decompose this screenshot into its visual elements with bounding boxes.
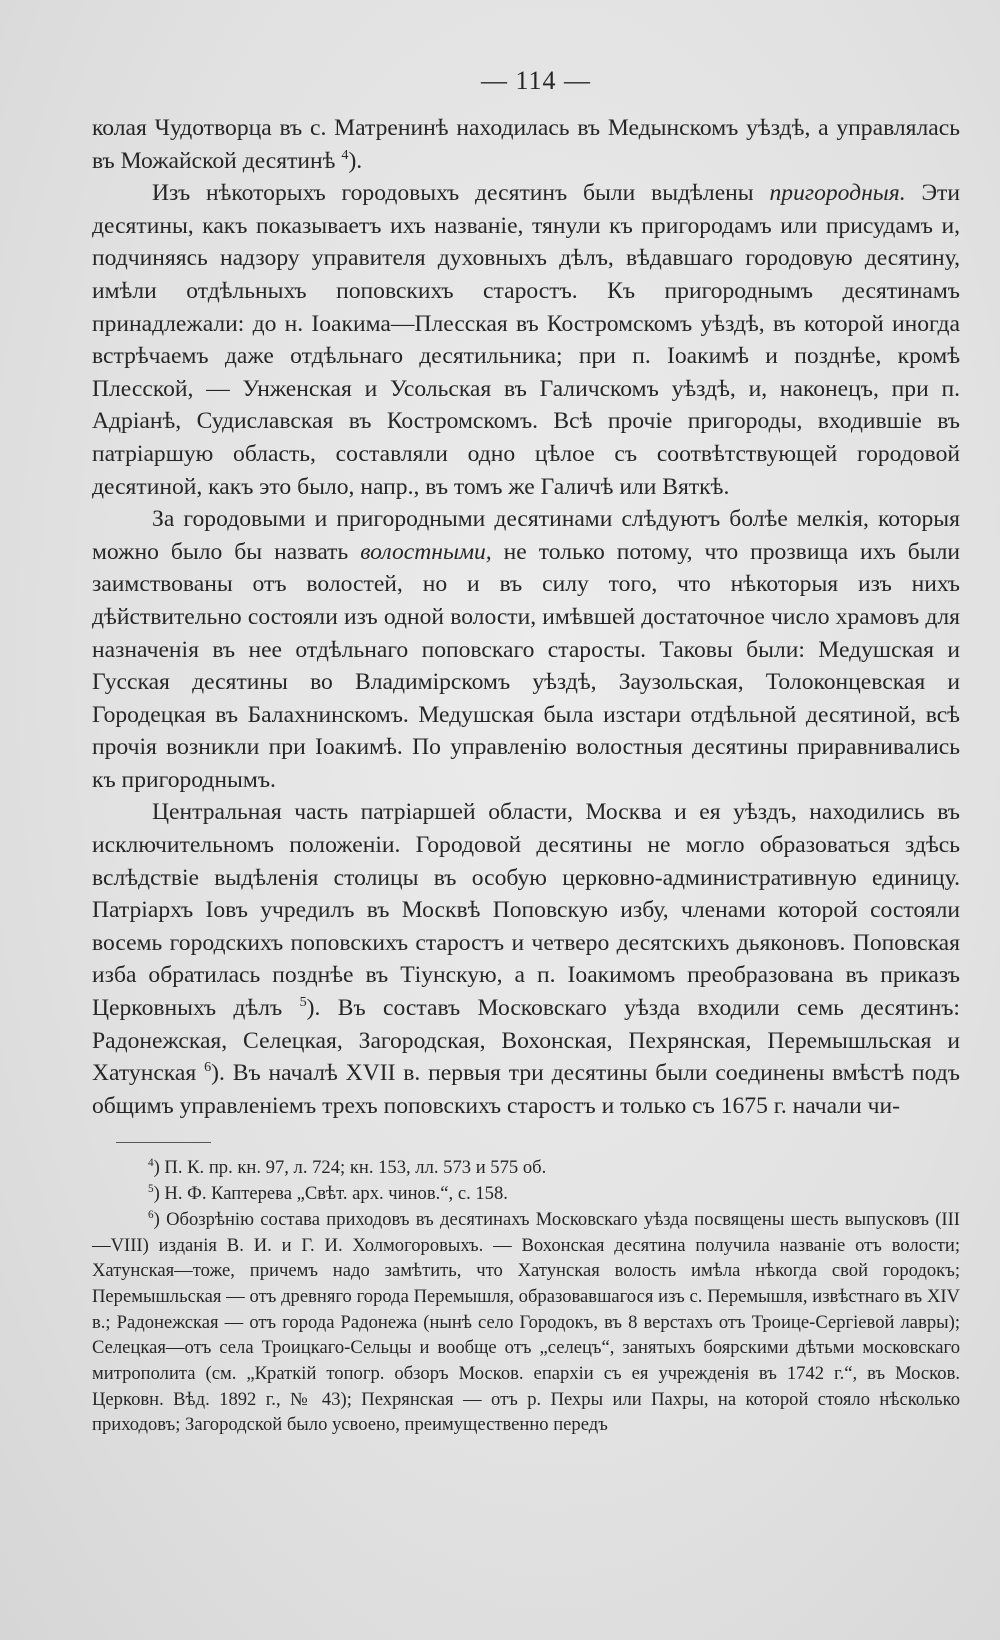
footnote-text: ) Н. Ф. Каптерева „Свѣт. арх. чинов.“, с. 158. <box>153 1183 508 1205</box>
footnote <box>92 1207 960 1438</box>
footnote-text: ) П. К. пр. кн. 97, л. 724; кн. 153, лл. 573 и 575 об. <box>153 1157 547 1179</box>
italic-term: волостными, <box>360 538 492 565</box>
footnote-reference: 4 <box>341 146 349 163</box>
footnotes <box>92 1155 960 1438</box>
text-run: Эти десятины, какъ показываетъ ихъ названіе, тянули къ пригородамъ или присудамъ и, подчиняясь надзору управителя духовныхъ дѣлъ, вѣдавшаго городовую десятину, имѣли отдѣльныхъ поповскихъ старостъ. Къ пригороднымъ десятинамъ принадлежали: до н. Іоакима—Плесская въ Костромскомъ уѣздѣ, въ которой иногда встрѣчаемъ даже отдѣльнаго десятильника; при п. Іоакимѣ и позднѣе, кромѣ Плесской, — Унженская и Усольская въ Галичскомъ уѣздѣ, и, наконецъ, при п. Адріанѣ, Судиславская въ Костромскомъ. Всѣ прочіе пригороды, входившіе въ патріаршую область, составляли одно цѣлое съ соотвѣтствующей городовой десятиной, какъ это было, напр., въ томъ же Галичѣ или Вяткѣ. <box>92 180 960 500</box>
text-run: колая Чудотворца въ с. Матренинѣ находилась въ Медынскомъ уѣздѣ, а управлялась въ Можайской десятинѣ <box>92 115 960 174</box>
footnote-mark: 4 <box>148 1157 154 1170</box>
page-number: — 114 — <box>480 66 592 95</box>
footnote-reference: 5 <box>299 994 307 1011</box>
footnote-reference: 6 <box>204 1059 212 1076</box>
main-text <box>92 112 960 1122</box>
text-run: ). <box>348 147 363 174</box>
paragraph <box>92 796 960 1122</box>
text-run: За городовыми и пригородными десятинами слѣдуютъ болѣе мелкія, которыя можно было бы назвать <box>92 506 960 565</box>
footnote-mark: 5 <box>148 1182 154 1195</box>
footnote-mark: 6 <box>148 1208 154 1221</box>
text-run: ). Въ началѣ XVII в. первыя три десятины были соединены вмѣстѣ подъ общимъ управленіемъ трехъ поповскихъ старостъ и только съ 1675 г. начали чи- <box>92 1060 960 1119</box>
footnote <box>92 1181 960 1207</box>
footnote-separator <box>116 1142 211 1143</box>
paragraph <box>92 112 960 177</box>
footnote-text: ) Обозрѣнію состава приходовъ въ десятинахъ Московскаго уѣзда посвящены шесть выпусковъ (III—VIII) изданія В. И. и Г. И. Холмогоровыхъ. — Вохонская десятина получила названіе отъ волости; Хатунская—тоже, причемъ надо замѣтить, что Хатунская волость имѣла нѣкогда свой городокъ; Перемышльская — отъ древняго города Перемышля, образовавшагося изъ с. Перемышля, извѣстнаго въ XIV в.; Радонежская — отъ города Радонежа (нынѣ село Городокъ, въ 8 верстахъ отъ Троице-Сергіевой лавры); Селецкая—отъ села Троицкаго-Сельцы и вообще отъ „селецъ“, занятыхъ боярскими дѣтьми московскаго митрополита (см. „Краткій топогр. обзоръ Москов. епархіи съ ея учрежденія въ 1742 г.“, въ Москов. Церковн. Вѣд. 1892 г., № 43); Пехрянская — отъ р. Пехры или Пахры, на которой стояло нѣсколько приходовъ; Загородской было усвоено, преимущественно передъ <box>92 1208 960 1436</box>
text-run: Изъ нѣкоторыхъ городовыхъ десятинъ были выдѣлены <box>152 180 770 207</box>
paragraph <box>92 177 960 503</box>
text-run: не только потому, что прозвища ихъ были заимствованы отъ волостей, но и въ силу того, что нѣкоторыя изъ нихъ дѣйствительно состояли изъ одной волости, имѣвшей достаточное число храмовъ для назначенія въ нее отдѣльнаго поповскаго старосты. Таковы были: Медушская и Гусская десятины во Владимірскомъ уѣздѣ, Заузольская, Толоконцевская и Городецкая въ Балахнинскомъ. Медушская была изстари отдѣльной десятиной, всѣ прочія возникли при Іоакимѣ. По управленію волостныя десятины приравнивались къ пригороднымъ. <box>92 538 961 793</box>
text-run: ). Въ составъ Московскаго уѣзда входили семь десятинъ: Радонежская, Селецкая, Загородская, Вохонская, Пехрянская, Перемышльская и Хатунская <box>92 995 960 1087</box>
text-run: Центральная часть патріаршей области, Москва и ея уѣздъ, находились въ исключительномъ положеніи. Городовой десятины не могло образоваться здѣсь вслѣдствіе выдѣленія столицы въ особую церковно-административную единицу. Патріархъ Іовъ учредилъ въ Москвѣ Поповскую избу, членами которой состояли восемь городскихъ поповскихъ старостъ и четверо десятскихъ дьяконовъ. Поповская изба обратилась позднѣе въ Тіунскую, а п. Іоакимомъ преобразована въ приказъ Церковныхъ дѣлъ <box>92 799 960 1022</box>
paragraph <box>92 503 960 796</box>
italic-term: пригородныя. <box>769 180 906 207</box>
footnote <box>92 1155 960 1181</box>
